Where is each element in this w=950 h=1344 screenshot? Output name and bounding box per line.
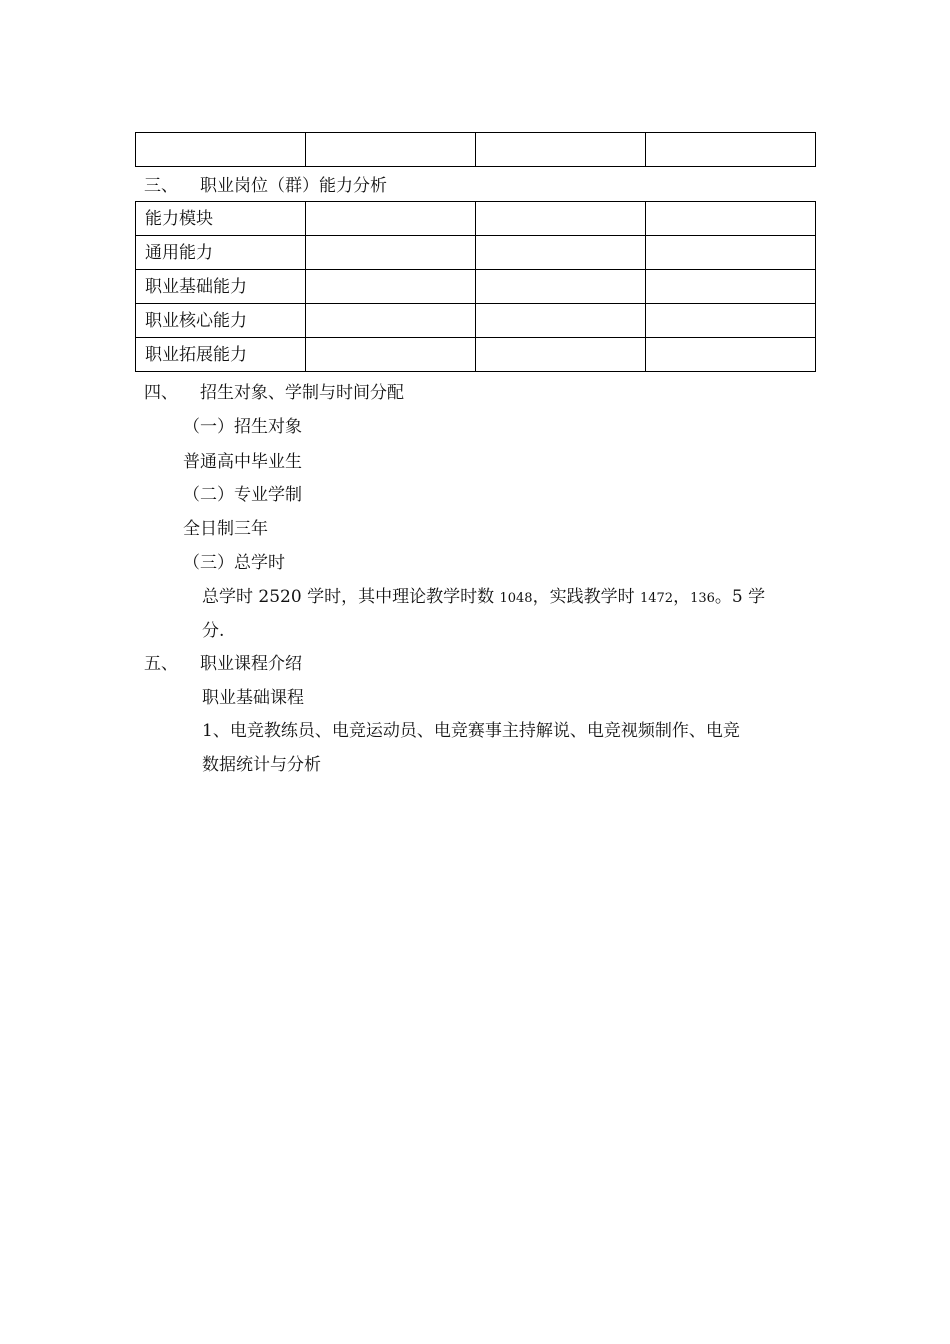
table-cell bbox=[306, 270, 476, 304]
section3-heading bbox=[144, 175, 387, 197]
table-cell bbox=[476, 202, 646, 236]
section5-number: 五、 bbox=[144, 654, 178, 674]
table-row bbox=[136, 304, 816, 338]
table-cell bbox=[646, 236, 816, 270]
row-label-extended-ability: 职业拓展能力 bbox=[136, 338, 306, 372]
table-cell bbox=[306, 338, 476, 372]
section4-sub1-heading: （一）招生对象 bbox=[183, 417, 302, 437]
section5-heading bbox=[144, 653, 302, 675]
section4-heading bbox=[144, 382, 404, 404]
table-cell bbox=[476, 304, 646, 338]
top-table bbox=[135, 132, 816, 167]
table-cell bbox=[646, 270, 816, 304]
table-cell bbox=[646, 304, 816, 338]
theory-hours-number: 1048 bbox=[499, 591, 533, 606]
section4-sub2-text: 全日制三年 bbox=[183, 519, 268, 539]
section4-sub3-text-line2: 分. bbox=[202, 621, 225, 641]
row-label-general-ability: 通用能力 bbox=[136, 236, 306, 270]
section5-item1-line2: 数据统计与分析 bbox=[202, 755, 321, 775]
section4-number: 四、 bbox=[144, 383, 178, 403]
section5-item1-line1: 1、电竞教练员、电竞运动员、电竞赛事主持解说、电竞视频制作、电竞 bbox=[202, 721, 740, 741]
section4-sub1-text: 普通高中毕业生 bbox=[183, 452, 302, 472]
table-cell bbox=[646, 133, 816, 167]
table-row bbox=[136, 236, 816, 270]
table-row bbox=[136, 133, 816, 167]
table-cell bbox=[136, 133, 306, 167]
table-cell bbox=[306, 304, 476, 338]
section4-sub2-heading: （二）专业学制 bbox=[183, 485, 302, 505]
table-row bbox=[136, 202, 816, 236]
practice-hours-number: 1472 bbox=[639, 591, 674, 606]
total-hours-text: 总学时 2520 学时，其中理论教学时数 bbox=[202, 587, 500, 607]
section5-title: 职业课程介绍 bbox=[200, 654, 302, 674]
separator-text: ， bbox=[673, 587, 691, 607]
section3-title: 职业岗位（群）能力分析 bbox=[200, 176, 387, 196]
table-cell bbox=[646, 338, 816, 372]
section4-sub3-heading: （三）总学时 bbox=[183, 553, 285, 573]
table-row bbox=[136, 270, 816, 304]
table-row bbox=[136, 338, 816, 372]
table-cell bbox=[476, 270, 646, 304]
ability-table bbox=[135, 201, 816, 372]
row-label-basic-ability: 职业基础能力 bbox=[136, 270, 306, 304]
table-cell bbox=[476, 133, 646, 167]
credit-text: 。5 学 bbox=[714, 587, 766, 607]
section5-subheading: 职业基础课程 bbox=[202, 688, 304, 708]
section3-number: 三、 bbox=[144, 176, 178, 196]
table-cell bbox=[476, 338, 646, 372]
ability-module-header: 能力模块 bbox=[136, 202, 306, 236]
table-cell bbox=[476, 236, 646, 270]
section4-sub3-text bbox=[202, 586, 765, 610]
table-cell bbox=[306, 133, 476, 167]
practice-hours-text: ，实践教学时 bbox=[532, 587, 640, 607]
row-label-core-ability: 职业核心能力 bbox=[136, 304, 306, 338]
table-cell bbox=[646, 202, 816, 236]
section4-title: 招生对象、学制与时间分配 bbox=[200, 383, 404, 403]
table-cell bbox=[306, 202, 476, 236]
credit-number: 136 bbox=[690, 591, 715, 606]
table-cell bbox=[306, 236, 476, 270]
